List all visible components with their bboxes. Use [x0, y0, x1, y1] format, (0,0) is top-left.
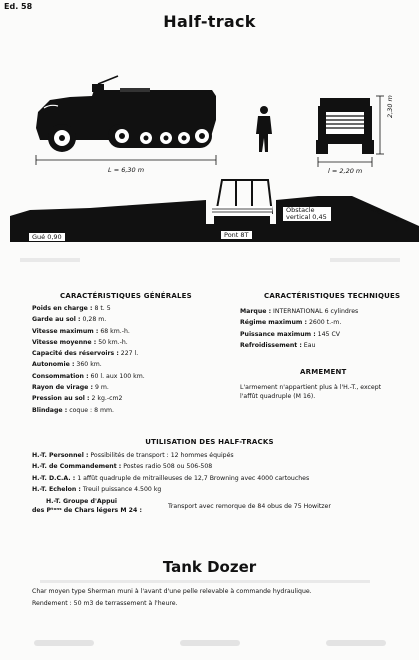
- list-item: Garde au sol : 0,28 m.: [32, 316, 107, 324]
- slope-label: Pente 60%: [364, 202, 401, 224]
- general-characteristics-list: [32, 305, 232, 418]
- list-item: Refroidissement : Eau: [240, 341, 316, 349]
- height-dimension-label: 2,30 m: [386, 95, 394, 118]
- half-track-side-view: [36, 76, 216, 152]
- support-group-label-line-2: des Pᵗᵒⁿˢ de Chars légers M 24 :: [32, 507, 142, 514]
- support-group-value: Transport avec remorque de 84 obus de 75 Howitzer: [168, 503, 331, 510]
- length-dimension-label: L = 6,30 m: [108, 166, 145, 174]
- list-item: Blindage : coque : 8 mm.: [32, 406, 114, 414]
- list-item: Puissance maximum : 145 CV: [240, 330, 341, 338]
- binder-tab: [34, 640, 94, 646]
- list-item: Pression au sol : 2 kg.-cm2: [32, 395, 123, 403]
- page-title: Half-track: [163, 12, 256, 31]
- list-item: Vitesse maximum : 68 km.-h.: [32, 327, 130, 335]
- show-through-mark: [330, 258, 400, 262]
- obstacle-label: Obstacle vertical 0,45: [282, 206, 332, 222]
- half-track-front-view: [316, 98, 374, 154]
- usage-list: [32, 452, 412, 497]
- technical-characteristics-heading: CARACTÉRISTIQUES TECHNIQUES: [264, 292, 401, 300]
- show-through-mark: [20, 258, 80, 262]
- list-item: Marque : INTERNATIONAL 6 cylindres: [240, 308, 359, 315]
- list-item: H.-T. Echelon : Treuil puissance 4.500 kg: [32, 485, 162, 493]
- binder-tab: [180, 640, 240, 646]
- half-track-drawing: [0, 0, 419, 250]
- dozer-description-line-1: Char moyen type Sherman muni à l'avant d'une pelle relevable à commande hydraulique.: [32, 588, 312, 595]
- armament-text-line-1: L'armement n'appartient plus à l'H.-T., except: [240, 384, 382, 391]
- terrain-profile: [10, 180, 419, 242]
- list-item: H.-T. de Commandement : Postes radio 508 ou 506-508: [32, 463, 213, 471]
- show-through-mark: [40, 580, 370, 583]
- binder-tab: [326, 640, 386, 646]
- list-item: Autonomie : 360 km.: [32, 361, 102, 369]
- general-characteristics-heading: CARACTÉRISTIQUES GÉNÉRALES: [60, 292, 192, 300]
- list-item: Poids en charge : 8 t. 5: [32, 305, 111, 312]
- list-item: Capacité des réservoirs : 227 l.: [32, 350, 139, 358]
- list-item: H.-T. D.C.A. : 1 affût quadruple de mitrailleuses de 12,7 Browning avec 4000 cartouches: [32, 474, 310, 482]
- soldier-figure: [256, 106, 272, 152]
- list-item: Vitesse moyenne : 50 km.-h.: [32, 338, 128, 346]
- dozer-description-line-2: Rendement : 50 m3 de terrassement à l'heure.: [32, 600, 178, 607]
- list-item: Régime maximum : 2600 t.-m.: [240, 319, 342, 327]
- list-item: Consommation : 60 l. aux 100 km.: [32, 372, 145, 380]
- bridge-capacity-label: Pont 8T: [220, 230, 253, 240]
- edition-label: Ed. 58: [4, 2, 33, 11]
- list-item: Rayon de virage : 9 m.: [32, 384, 109, 392]
- support-group-label-line-1: H.-T. Groupe d'Appui: [46, 498, 118, 505]
- ford-depth-label: Gué 0,90: [28, 232, 66, 242]
- technical-characteristics-list: [240, 308, 418, 353]
- width-dimension-label: l = 2,20 m: [328, 167, 363, 175]
- armament-heading: ARMEMENT: [300, 368, 347, 376]
- list-item: H.-T. Personnel : Possibilités de transport : 12 hommes équipés: [32, 452, 234, 459]
- usage-heading: UTILISATION DES HALF-TRACKS: [145, 438, 274, 446]
- dozer-title: Tank Dozer: [162, 558, 257, 576]
- armament-text-line-2: l'affût quadruple (M 16).: [240, 393, 316, 400]
